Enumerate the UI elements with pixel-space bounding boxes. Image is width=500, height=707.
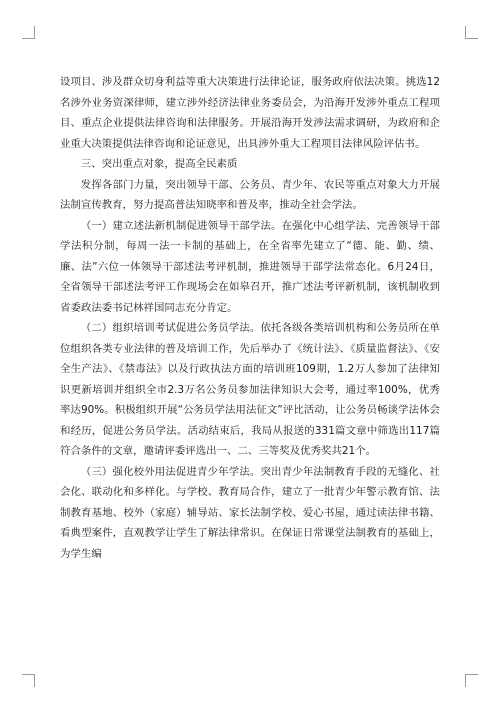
crop-mark-top-right bbox=[465, 26, 478, 39]
paragraph-item-3: （三）强化校外用法促进青少年学法。突出青少年法制教育手段的无缝化、社会化、联动化和多样化。与学校、教育局合作，建立了一批青少年警示教育馆、法制教育基地、校外（家庭）辅导站、家长法制学校、爱心书屋，通过读法律书籍、看典型案件，直观教学让学生了解法律常识。在保证日常课堂法制教育的基础上，为学生编 bbox=[60, 465, 440, 560]
section-heading: 三、突出重点对象，提高全民素质 bbox=[80, 158, 238, 170]
paragraph-item-1: （一）建立述法新机制促进领导干部学法。在强化中心组学法、完善领导干部学法积分制，每周一法一卡制的基础上，在全省率先建立了“德、能、勤、绩、廉、法”六位一体领导干部述法考评机制，推进领导干部学法常态化。6月24日，全省领导干部述法考评工作现场会在如皋召开，推广述法考评新机制，该机制收到省委政法委书记林祥国同志充分肯定。 bbox=[60, 219, 440, 314]
paragraph-intro: 发挥各部门力量，突出领导干部、公务员、青少年、农民等重点对象大力开展法制宣传教育，努力提高普法知晓率和普及率，推动全社会学法。 bbox=[60, 178, 440, 211]
document-body bbox=[60, 72, 440, 564]
crop-mark-bottom-right bbox=[465, 674, 478, 687]
crop-mark-top-left bbox=[22, 26, 35, 39]
paragraph-continuation: 设项目、涉及群众切身利益等重大决策进行法律论证，服务政府依法决策。挑选12名涉外业务资深律师，建立涉外经济法律业务委员会，为沿海开发涉外重点工程项目、重点企业提供法律咨询和法律服务。开展沿海开发涉法需求调研，为政府和企业重大决策提供法律咨询和论证意见，出具涉外重大工程项目法律风险评估书。 bbox=[60, 76, 440, 150]
crop-mark-bottom-left bbox=[22, 674, 35, 687]
paragraph-item-2: （二）组织培训考试促进公务员学法。依托各级各类培训机构和公务员所在单位组织各类专业法律的普及培训工作，先后举办了《统计法》、《质量监督法》、《安全生产法》、《禁毒法》以及行政执法方面的培训班109期，1.2万人参加了法律知识更新培训并组织全市2.3万名公务员参加法律知识大会考，通过率100%，优秀率达90%。积极组织开展“公务员学法用法征文”评比活动，让公务员畅谈学法体会和经历，促进公务员学法。活动结束后，我局从报送的331篇文章中筛选出117篇符合条件的文章，邀请评委评选出一、二、三等奖及优秀奖共21个。 bbox=[60, 322, 440, 457]
